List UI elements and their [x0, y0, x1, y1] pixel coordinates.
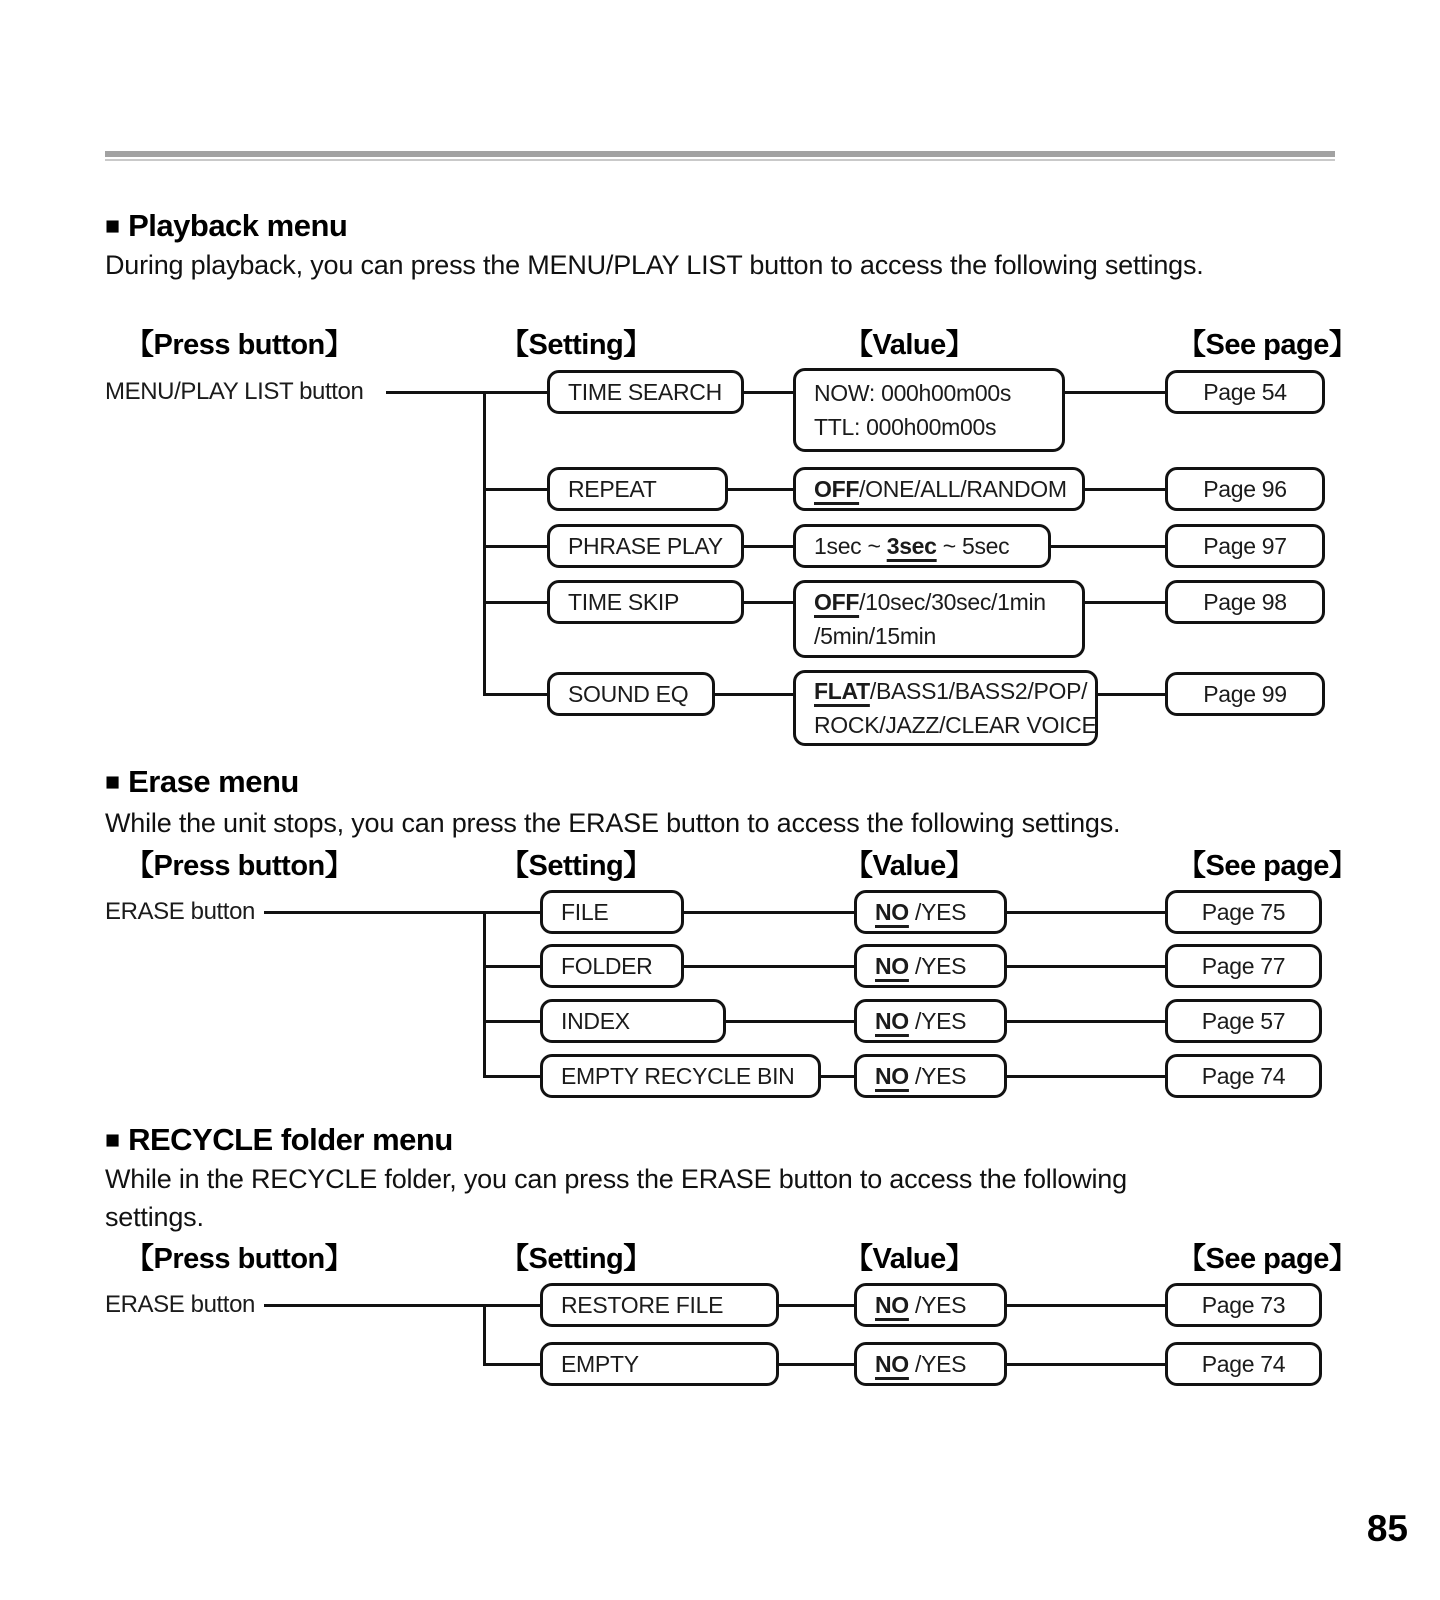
value-line [814, 585, 1082, 619]
column-header-setting: 【Setting】 [500, 329, 652, 361]
column-header-press-button: 【Press button】 [125, 850, 354, 882]
trunk-stub-line [484, 1075, 540, 1078]
setting-box [547, 580, 744, 624]
value-default-option: NO [875, 1351, 909, 1377]
setting-value-connector [744, 601, 793, 604]
see-page-box [1165, 467, 1325, 511]
see-page-box [1165, 944, 1322, 988]
page-reference: Page 99 [1203, 681, 1287, 707]
trunk-line [483, 1304, 486, 1366]
value-default-option: NO [875, 899, 909, 925]
value-page-connector [1007, 1020, 1165, 1023]
value-text: /YES [908, 1063, 967, 1089]
column-header-see-page: 【See page】 [1177, 850, 1358, 882]
section-intro: While the unit stops, you can press the ERASE button to access the following settings. [105, 808, 1121, 838]
setting-label: TIME SEARCH [568, 379, 722, 405]
value-line [875, 1288, 1004, 1322]
value-text: /YES [908, 899, 967, 925]
setting-value-connector [728, 488, 793, 491]
section-bullet-icon: ■ [105, 767, 121, 796]
value-text: ~ 5sec [936, 533, 1010, 559]
column-header-press-button: 【Press button】 [125, 329, 354, 361]
setting-box [540, 944, 684, 988]
setting-value-connector [779, 1363, 854, 1366]
page-number: 85 [1366, 1508, 1408, 1549]
value-text: TTL: 000h00m00s [814, 414, 997, 440]
trunk-line [483, 391, 486, 696]
section-intro: While in the RECYCLE folder, you can press the ERASE button to access the following settings. [105, 1164, 1127, 1232]
column-header-value: 【Value】 [844, 850, 975, 882]
value-line [814, 708, 1095, 742]
section-title: Erase menu [128, 764, 299, 799]
value-line [814, 410, 1062, 444]
value-text: /YES [908, 1292, 967, 1318]
page-reference: Page 74 [1201, 1351, 1286, 1377]
press-button-label: ERASE button [105, 1291, 255, 1318]
value-line [875, 895, 1004, 929]
value-text: ROCK/JAZZ/CLEAR VOICE [814, 712, 1097, 738]
see-page-box [1165, 672, 1325, 716]
setting-label: TIME SKIP [568, 589, 680, 615]
see-page-box [1165, 524, 1325, 568]
see-page-box [1165, 890, 1322, 934]
trunk-stub-line [484, 1363, 540, 1366]
value-line [814, 529, 1048, 563]
setting-value-connector [684, 965, 854, 968]
section-heading-playback [105, 208, 347, 244]
column-headers [0, 1236, 1440, 1275]
setting-box [547, 467, 728, 511]
column-headers [0, 322, 1440, 361]
column-header-press-button: 【Press button】 [125, 1243, 354, 1275]
value-page-connector [1098, 693, 1165, 696]
value-line [875, 1004, 1004, 1038]
value-default-option: OFF [814, 589, 860, 615]
label-connector-line [264, 911, 486, 914]
value-box [854, 1054, 1007, 1098]
value-text: /5min/15min [814, 623, 936, 649]
value-text: /YES [908, 1008, 967, 1034]
value-page-connector [1065, 391, 1165, 394]
value-line [875, 1347, 1004, 1381]
value-box [793, 467, 1085, 511]
page-reference: Page 98 [1203, 589, 1287, 615]
page-reference: Page 74 [1201, 1063, 1286, 1089]
see-page-box [1165, 1054, 1322, 1098]
value-box [793, 580, 1085, 658]
value-line [814, 619, 1082, 653]
setting-value-connector [821, 1075, 854, 1078]
see-page-box [1165, 999, 1322, 1043]
value-box [854, 1342, 1007, 1386]
section-intro: During playback, you can press the MENU/PLAY LIST button to access the following settings. [105, 250, 1204, 280]
value-text: /10sec/30sec/1min [859, 589, 1046, 615]
column-header-value: 【Value】 [844, 1243, 975, 1275]
setting-box [540, 890, 684, 934]
setting-value-connector [726, 1020, 854, 1023]
value-box [854, 999, 1007, 1043]
press-button-label: ERASE button [105, 898, 255, 925]
page-reference: Page 75 [1201, 899, 1286, 925]
value-line [814, 472, 1082, 506]
section-bullet-icon: ■ [105, 211, 121, 240]
value-text: /YES [908, 953, 967, 979]
value-default-option: NO [875, 1292, 909, 1318]
page-reference: Page 73 [1201, 1292, 1286, 1318]
value-text: /ONE/ALL/RANDOM [859, 476, 1067, 502]
setting-value-connector [744, 545, 793, 548]
column-header-see-page: 【See page】 [1177, 1243, 1358, 1275]
value-text: NOW: 000h00m00s [814, 380, 1012, 406]
press-button-label: MENU/PLAY LIST button [105, 378, 364, 405]
value-box [854, 944, 1007, 988]
setting-label: FILE [561, 899, 609, 925]
column-header-setting: 【Setting】 [500, 1243, 652, 1275]
setting-value-connector [744, 391, 793, 394]
trunk-stub-line [484, 488, 547, 491]
section-title: RECYCLE folder menu [128, 1122, 453, 1157]
value-page-connector [1007, 1075, 1165, 1078]
top-rule-thick [105, 151, 1335, 157]
value-page-connector [1007, 1304, 1165, 1307]
value-default-option: NO [875, 1008, 909, 1034]
section-heading-erase [105, 764, 299, 800]
value-box [793, 368, 1065, 452]
page-reference: Page 57 [1201, 1008, 1286, 1034]
value-box [793, 524, 1051, 568]
trunk-line [483, 911, 486, 1078]
section-heading-recycle [105, 1122, 453, 1158]
setting-label: EMPTY [561, 1351, 639, 1377]
value-line [814, 674, 1095, 708]
value-default-option: OFF [814, 476, 860, 502]
trunk-stub-line [484, 965, 540, 968]
setting-box [547, 370, 744, 414]
trunk-stub-line [484, 911, 540, 914]
trunk-stub-line [484, 545, 547, 548]
trunk-stub-line [484, 391, 547, 394]
column-headers [0, 843, 1440, 882]
setting-box [547, 672, 715, 716]
setting-label: SOUND EQ [568, 681, 689, 707]
page-reference: Page 54 [1203, 379, 1287, 405]
see-page-box [1165, 580, 1325, 624]
value-box [793, 670, 1098, 746]
top-rule-thin [105, 159, 1335, 161]
section-bullet-icon: ■ [105, 1125, 121, 1154]
setting-label: PHRASE PLAY [568, 533, 723, 559]
value-page-connector [1007, 1363, 1165, 1366]
setting-box [540, 1342, 779, 1386]
value-text: /YES [908, 1351, 967, 1377]
value-default-option: NO [875, 953, 909, 979]
value-default-option: 3sec [886, 533, 937, 559]
setting-value-connector [684, 911, 854, 914]
see-page-box [1165, 1283, 1322, 1327]
trunk-stub-line [484, 1020, 540, 1023]
setting-label: FOLDER [561, 953, 653, 979]
value-text: /BASS1/BASS2/POP/ [869, 678, 1088, 704]
value-box [854, 1283, 1007, 1327]
value-default-option: FLAT [814, 678, 870, 704]
value-page-connector [1085, 488, 1165, 491]
value-box [854, 890, 1007, 934]
value-default-option: NO [875, 1063, 909, 1089]
column-header-see-page: 【See page】 [1177, 329, 1358, 361]
trunk-stub-line [484, 693, 547, 696]
setting-box [540, 1283, 779, 1327]
page-reference: Page 96 [1203, 476, 1287, 502]
value-page-connector [1085, 601, 1165, 604]
section-title: Playback menu [128, 208, 348, 243]
setting-box [540, 1054, 821, 1098]
setting-label: INDEX [561, 1008, 630, 1034]
setting-value-connector [715, 693, 793, 696]
value-line [875, 949, 1004, 983]
label-connector-line [264, 1304, 486, 1307]
value-page-connector [1007, 965, 1165, 968]
value-page-connector [1051, 545, 1165, 548]
value-page-connector [1007, 911, 1165, 914]
column-header-setting: 【Setting】 [500, 850, 652, 882]
label-connector-line [386, 391, 486, 394]
setting-label: EMPTY RECYCLE BIN [561, 1063, 795, 1089]
setting-box [540, 999, 726, 1043]
value-line [875, 1059, 1004, 1093]
setting-label: RESTORE FILE [561, 1292, 724, 1318]
page-reference: Page 77 [1201, 953, 1286, 979]
setting-box [547, 524, 744, 568]
value-text: 1sec ~ [814, 533, 887, 559]
see-page-box [1165, 1342, 1322, 1386]
setting-value-connector [779, 1304, 854, 1307]
setting-label: REPEAT [568, 476, 657, 502]
trunk-stub-line [484, 601, 547, 604]
value-line [814, 376, 1062, 410]
page-reference: Page 97 [1203, 533, 1287, 559]
column-header-value: 【Value】 [844, 329, 975, 361]
trunk-stub-line [484, 1304, 540, 1307]
see-page-box [1165, 370, 1325, 414]
